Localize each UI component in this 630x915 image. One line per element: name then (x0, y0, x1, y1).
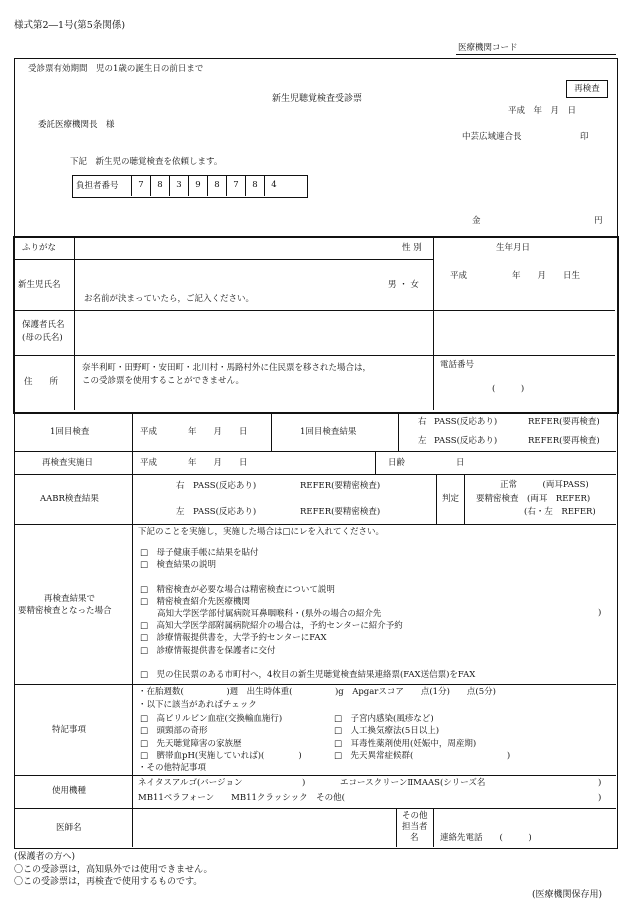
patient-section (13, 236, 619, 414)
judge-detail-2: (右・左 REFER) (524, 507, 596, 517)
other-staff-3: 名 (410, 833, 419, 843)
birthdate-label: 生年月日 (496, 243, 531, 253)
checklist-item: □ 診療情報提供書を，大学予約センターにFAX (140, 633, 327, 644)
checklist-item: □ 診療情報提供書を保護者に交付 (140, 645, 276, 656)
payer-digit: 8 (150, 175, 169, 196)
aabr-label: AABR検査結果 (40, 494, 99, 504)
payer-digit: 8 (207, 175, 226, 196)
institution-copy-note: (医療機関保存用) (532, 890, 603, 900)
name-note: お名前が決まっていたら，ご記入ください。 (84, 294, 255, 304)
guardian-label: 保護者氏名 (22, 320, 65, 330)
divider (15, 259, 433, 260)
validity-period: 受診票有効期間 児の1歳の誕生日の前日まで (28, 64, 204, 74)
special-item: □ 頭頸部の奇形 (140, 726, 208, 737)
first-result-label: 1回目検査結果 (300, 427, 357, 437)
payer-digit: 3 (169, 175, 188, 196)
amount-label: 金 (472, 216, 481, 226)
divider (398, 414, 399, 451)
birth-ymd: 年 月 日生 (512, 271, 581, 281)
first-exam-ymd: 年 月 日 (188, 427, 248, 437)
device-close-paren-1: ) (598, 778, 602, 788)
first-exam-label: 1回目検査 (50, 427, 90, 437)
contact-phone: 連絡先電話 ( ) (440, 833, 532, 843)
payer-digit: 7 (226, 175, 245, 196)
device-line-1b: エコースクリーンⅡMAAS(シリーズ名 (340, 778, 486, 788)
special-item: □ 子宮内感染(風疹など) (334, 714, 434, 724)
check-intro: ・以下に該当があればチェック (138, 700, 257, 710)
checklist-item: □ 母子健康手帳に結果を貼付 (140, 548, 259, 558)
checklist-item: □ 精密検査が必要な場合は精密検査について説明 (140, 584, 335, 595)
recheck-ymd: 年 月 日 (188, 458, 248, 468)
other-notes: ・その他特記事項 (138, 763, 207, 773)
divider (271, 414, 272, 451)
judge-normal: 正常 (両耳PASS) (500, 480, 589, 490)
divider (15, 310, 615, 311)
recheck-badge (566, 80, 608, 98)
divider (15, 808, 616, 809)
birth-era: 平成 (450, 271, 468, 281)
institution-code-underline (456, 54, 616, 55)
special-right-items (334, 713, 510, 763)
guardian-sublabel: (母の氏名) (22, 333, 63, 343)
address-note-1: 奈半利町・田野町・安田町・北川村・馬路村外に住民票を移された場合は， (82, 363, 372, 373)
divider (436, 474, 437, 524)
doctor-name-label: 医師名 (56, 823, 82, 833)
sex-label: 性 別 (402, 243, 422, 253)
checklist-item: □ 検査結果の説明 (140, 560, 217, 571)
payer-number-label: 負担者番号 (76, 181, 119, 191)
recheck-badge-label: 再検査 (574, 83, 600, 94)
payer-digit: 7 (131, 175, 150, 196)
gestation-line: ・在胎週数( )週 出生時体重( )g Apgarスコア 点(1分) 点(5分) (138, 687, 496, 697)
recheck-era: 平成 (140, 458, 158, 468)
divider (15, 355, 615, 356)
form-title: 新生児聴覚検査受診票 (272, 94, 363, 104)
judge-detail: 要精密検査 (両耳 REFER) (476, 494, 591, 504)
payer-digit: 4 (264, 175, 283, 196)
address-note-2: この受診票を使用することができません。 (82, 376, 245, 386)
checklist-item: 高知大学医学部付属病院耳鼻咽喉科・(県外の場合の紹介先 (140, 609, 382, 620)
special-item: □ 先天聴覚障害の家族歴 (140, 738, 242, 749)
divider (132, 414, 133, 847)
issue-date: 平成 年 月 日 (508, 106, 577, 116)
divider (15, 684, 616, 685)
first-right-refer: REFER(要再検査) (528, 417, 600, 427)
checklist-item (140, 571, 475, 583)
followup-label-2: 要精密検査となった場合 (18, 606, 112, 616)
furigana-label: ふりがな (22, 243, 57, 253)
first-right-pass: PASS(反応あり) (434, 417, 498, 427)
divider (396, 808, 397, 847)
special-notes-label: 特記事項 (52, 725, 87, 735)
divider (433, 238, 434, 410)
divider (15, 474, 616, 475)
divider (15, 451, 616, 452)
payer-digit: 9 (188, 175, 207, 196)
aabr-right-refer: REFER(要精密検査) (300, 481, 381, 491)
issuer: 中芸広域連合長 (462, 132, 522, 142)
special-item: □ 先天異常症候群( ) (334, 751, 511, 762)
special-item: □ 高ビリルビン血症(交換輸血施行) (140, 714, 283, 724)
divider (433, 808, 434, 847)
request-text: 下記 新生児の聴覚検査を依頼します。 (70, 157, 223, 167)
special-left-items (140, 713, 302, 763)
notice-line: 〇この受診票は，再検査で使用するものです。 (14, 877, 203, 887)
age-day: 日 (456, 458, 465, 468)
checklist-item: □ 児の住民票のある市町村へ，4枚目の新生児聴覚検査結果連絡票(FAX送信票)をFAX (140, 670, 476, 681)
phone-label: 電話番号 (440, 360, 475, 370)
referral-close-paren: ) (598, 608, 602, 618)
age-label: 日齢 (388, 458, 406, 468)
first-exam-era: 平成 (140, 427, 158, 437)
special-item: □ 臍帯血pH(実施していれば)( ) (140, 751, 302, 762)
divider (15, 775, 616, 776)
checklist-item (140, 657, 475, 669)
seal-mark: 印 (580, 132, 589, 142)
newborn-name-label: 新生児氏名 (18, 280, 61, 290)
followup-checklist (140, 547, 475, 681)
payer-digits (131, 175, 283, 196)
other-staff-2: 担当者 (402, 822, 428, 832)
first-left-refer: REFER(要再検査) (528, 436, 600, 446)
divider (375, 451, 376, 474)
phone-paren: ( ) (492, 384, 525, 394)
notice-line: 〇この受診票は，高知県外では使用できません。 (14, 864, 213, 875)
institution-code-label: 医療機関コード (458, 43, 518, 53)
device-label: 使用機種 (52, 786, 87, 796)
followup-intro: 下記のことを実施し，実施した場合は□にレを入れてください。 (138, 527, 385, 537)
amount-unit: 円 (594, 216, 603, 226)
device-line-2: MB11ベラフォーン MB11クラッシック その他( (138, 793, 345, 803)
first-result-right: 右 (418, 417, 427, 427)
form-number: 様式第2―1号(第5条関係) (14, 20, 126, 31)
special-item: □ 人工換気療法(5日以上) (334, 726, 440, 737)
special-item: □ 耳毒性薬剤使用(妊娠中，周産期) (334, 738, 477, 749)
aabr-left-refer: REFER(要精密検査) (300, 507, 381, 517)
sex-options: 男 ・ 女 (388, 280, 419, 290)
device-close-paren-2: ) (598, 793, 602, 803)
divider (464, 474, 465, 524)
recheck-date-label: 再検査実施日 (42, 458, 94, 468)
guardian-notice (14, 851, 213, 889)
aabr-right-pass: 右 PASS(反応あり) (176, 481, 257, 491)
other-staff-1: その他 (402, 811, 428, 821)
aabr-left-pass: 左 PASS(反応あり) (176, 507, 257, 517)
first-result-left: 左 (418, 436, 427, 446)
payer-digit: 8 (245, 175, 264, 196)
device-line-1a: ネイタスアルゴ(バージョン ) (138, 778, 306, 788)
first-left-pass: PASS(反応あり) (434, 436, 498, 446)
divider (15, 524, 616, 525)
request-section (14, 58, 618, 237)
divider (74, 238, 75, 410)
notice-line: (保護者の方へ) (14, 852, 76, 862)
addressee: 委託医療機関長 様 (38, 120, 115, 130)
checklist-item: □ 高知大学医学部附属病院紹介の場合は，予約センターに紹介予約 (140, 621, 403, 632)
checklist-item: □ 精密検査紹介先医療機関 (140, 596, 251, 607)
address-label: 住 所 (24, 377, 59, 387)
followup-label-1: 再検査結果で (44, 594, 96, 604)
judge-label: 判定 (442, 494, 460, 504)
